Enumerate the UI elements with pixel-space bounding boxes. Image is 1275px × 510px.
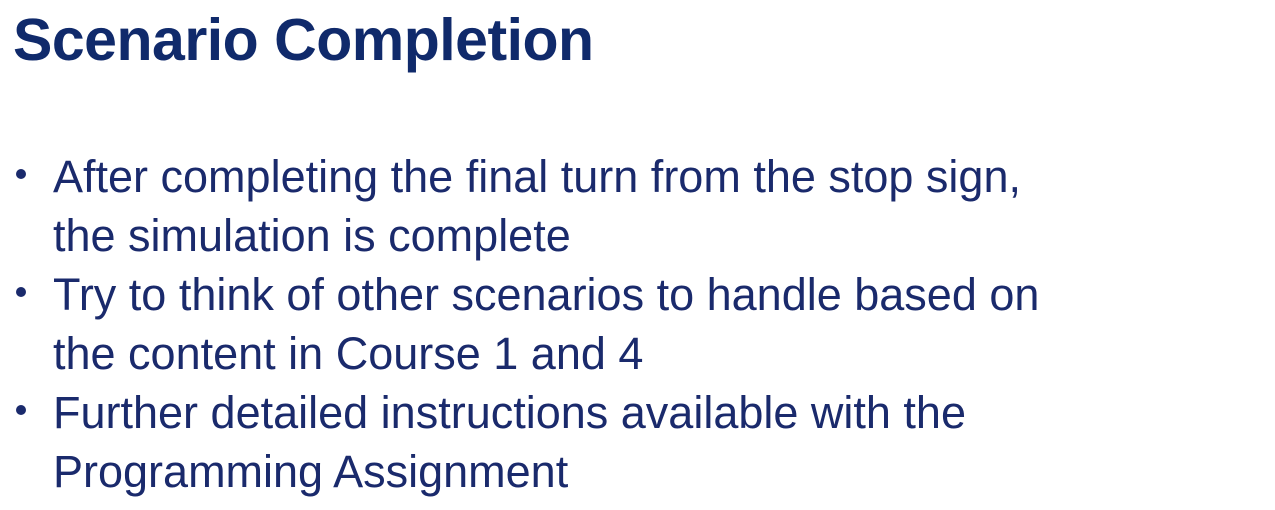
- bullet-line: Programming Assignment: [53, 446, 569, 497]
- bullet-dot-icon: [16, 287, 26, 297]
- bullet-line: After completing the final turn from the stop sign,: [53, 151, 1021, 202]
- bullet-list: [0, 147, 1153, 501]
- bullet-line: Further detailed instructions available with the: [53, 387, 966, 438]
- bullet-dot-icon: [16, 169, 26, 179]
- bullet-line: the simulation is complete: [53, 210, 571, 261]
- bullet-line: Try to think of other scenarios to handle based on: [53, 269, 1040, 320]
- bullet-item: [0, 147, 1153, 265]
- slide-title: Scenario Completion: [13, 7, 594, 73]
- bullet-item: [0, 265, 1153, 383]
- bullet-text: [53, 265, 1153, 383]
- bullet-item: [0, 383, 1153, 501]
- bullet-text: [53, 147, 1153, 265]
- bullet-dot-icon: [16, 405, 26, 415]
- bullet-text: [53, 383, 1153, 501]
- bullet-line: the content in Course 1 and 4: [53, 328, 644, 379]
